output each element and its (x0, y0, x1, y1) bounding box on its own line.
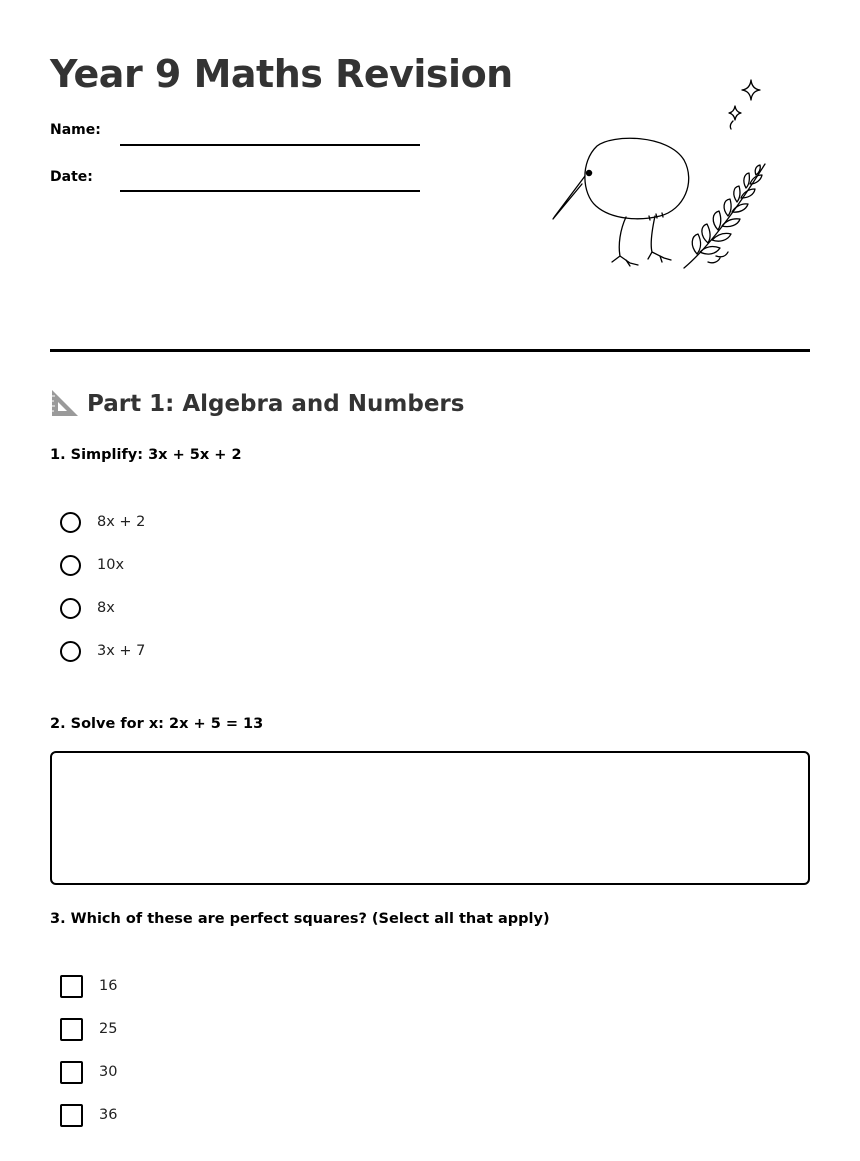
name-label: Name: (50, 122, 101, 138)
date-field[interactable] (120, 190, 420, 192)
question-3-option[interactable] (60, 1017, 117, 1041)
option-label: 36 (99, 1107, 118, 1123)
page-title: Year 9 Maths Revision (50, 52, 513, 96)
option-label: 10x (97, 557, 125, 573)
question-3-text: 3. Which of these are perfect squares? (Select all that apply) (50, 911, 550, 927)
date-label: Date: (50, 169, 93, 185)
question-2-answer-box[interactable] (50, 751, 810, 885)
question-1-option[interactable] (60, 510, 145, 534)
question-1-option[interactable] (60, 553, 124, 577)
radio-button[interactable] (60, 641, 81, 662)
radio-button[interactable] (60, 555, 81, 576)
option-label: 16 (99, 978, 118, 994)
radio-button[interactable] (60, 598, 81, 619)
option-label: 8x (97, 600, 115, 616)
set-square-icon (50, 388, 80, 418)
section-divider (50, 349, 810, 352)
question-1-option[interactable] (60, 639, 145, 663)
question-1-text: 1. Simplify: 3x + 5x + 2 (50, 447, 242, 463)
option-label: 8x + 2 (97, 514, 146, 530)
checkbox[interactable] (60, 1104, 83, 1127)
question-2-text: 2. Solve for x: 2x + 5 = 13 (50, 716, 264, 732)
option-label: 30 (99, 1064, 118, 1080)
sparkle-icon (729, 106, 741, 120)
question-3-option[interactable] (60, 974, 117, 998)
kiwi-bird-illustration (540, 70, 780, 280)
question-3-option[interactable] (60, 1103, 117, 1127)
checkbox[interactable] (60, 975, 83, 998)
name-field[interactable] (120, 144, 420, 146)
section-title: Part 1: Algebra and Numbers (87, 391, 465, 417)
option-label: 3x + 7 (97, 643, 146, 659)
option-label: 25 (99, 1021, 118, 1037)
question-1-option[interactable] (60, 596, 115, 620)
question-3-option[interactable] (60, 1060, 117, 1084)
radio-button[interactable] (60, 512, 81, 533)
checkbox[interactable] (60, 1061, 83, 1084)
sparkle-icon (742, 80, 760, 100)
checkbox[interactable] (60, 1018, 83, 1041)
